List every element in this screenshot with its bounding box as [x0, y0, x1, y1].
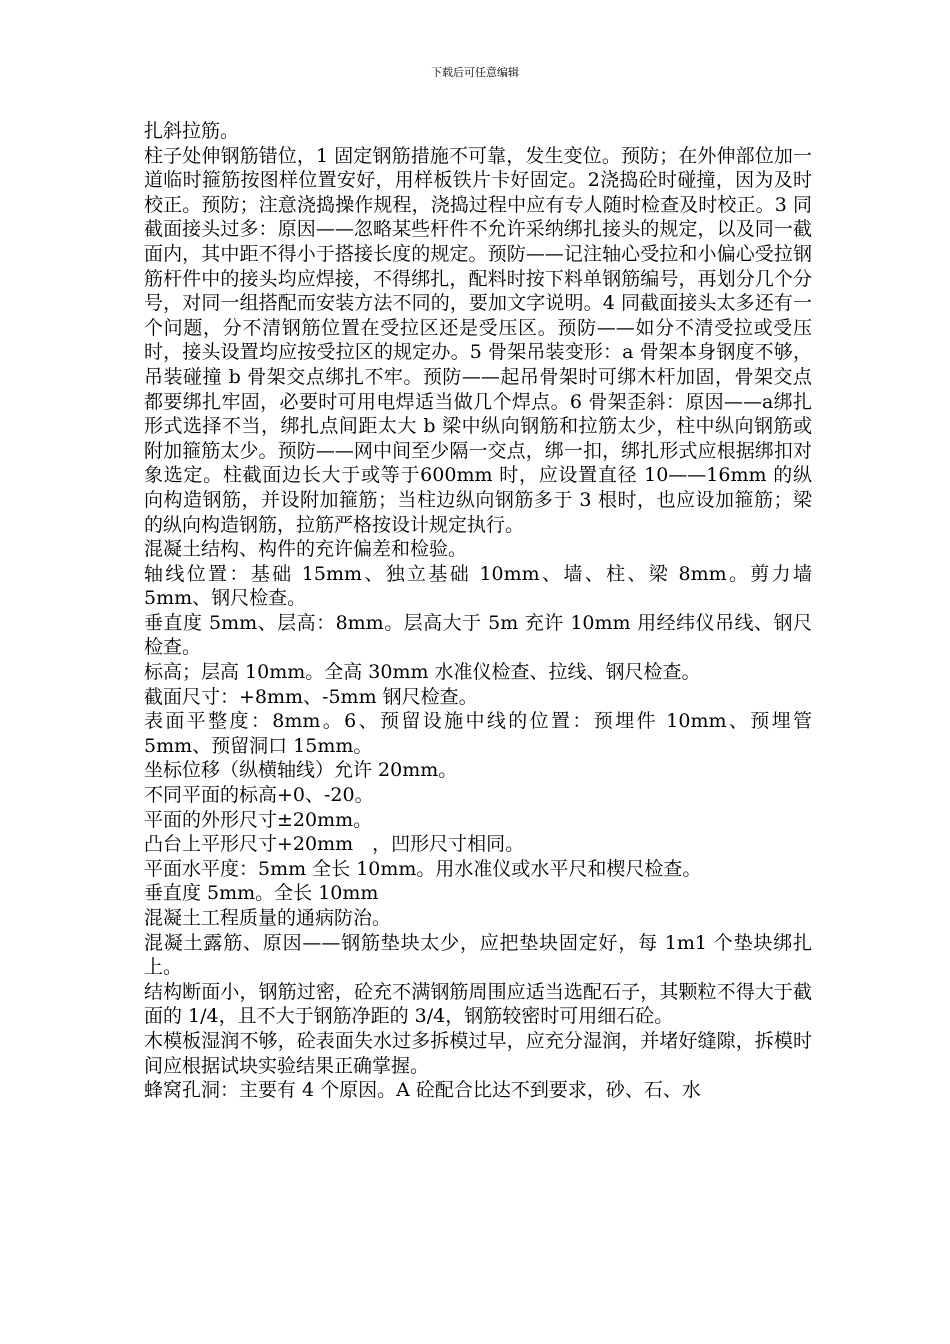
page-header: 下载后可任意编辑 — [431, 66, 519, 79]
paragraph: 标高；层高 10mm。全高 30mm 水准仪检查、拉线、钢尺检查。 — [144, 661, 701, 684]
paragraph: 柱子处伸钢筋错位，1 固定钢筋措施不可靠，发生变位。预防；在外伸部位加一道临时箍筋按图样位置安好，用样板铁片卡好固定。2浇捣砼时碰撞，因为及时校正。预防；注意浇捣操作规程，浇捣过程中应有专人随时检查及时校正。3 同截面接头过多：原因——忽略某些杆件不允许采纳绑扎接头的规定，以及同一截面内，其中距不得小于搭接长度的规定。预防——记注轴心受拉和小偏心受拉钢筋杆件中的接头均应焊接，不得绑扎，配料时按下料单钢筋编号，再划分几个分号，对同一组搭配而安装方法不同的，要加文字说明。4 同截面接头太多还有一个问题，分不清钢筋位置在受拉区还是受压区。预防——如分不清受拉或受压时，接头设置均应按受拉区的规定办。5 骨架吊装变形：a 骨架本身钢度不够，吊装碰撞 b 骨架交点绑扎不牢。预防——起吊骨架时可绑木杆加固，骨架交点都要绑扎牢固，必要时可用电焊适当做几个焊点。6 骨架歪斜：原因——a绑扎形式选择不当，绑扎点间距太大 b 梁中纵向钢筋和拉筋太少，柱中纵向钢筋或附加箍筋太少。预防——网中间至少隔一交点，绑一扣，绑扎形式应根据绑扣对象选定。柱截面边长大于或等于600mm 时，应设置直径 10——16mm 的纵向构造钢筋，并设附加箍筋；当柱边纵向钢筋多于 3 根时，也应设加箍筋；梁的纵向构造钢筋，拉筋严格按设计规定执行。 — [144, 144, 812, 536]
paragraph: 垂直度 5mm。全长 10mm — [144, 882, 379, 905]
paragraph: 混凝土结构、构件的充许偏差和检验。 — [144, 538, 468, 561]
paragraph: 扎斜拉筋。 — [144, 120, 240, 142]
paragraph: 表面平整度：8mm。6、预留设施中线的位置：预埋件 10mm、预埋管 5mm、预留洞口 15mm。 — [144, 710, 812, 757]
paragraph: 凸台上平形尺寸+20mm ，凹形尺寸相同。 — [144, 833, 525, 856]
paragraph: 混凝土工程质量的通病防治。 — [144, 907, 392, 929]
paragraph: 平面水平度：5mm 全长 10mm。用水准仪或水平尺和楔尺检查。 — [144, 857, 702, 880]
paragraph: 木模板湿润不够，砼表面失水过多拆模过早，应充分湿润，并堵好缝隙，拆模时间应根据试块实验结果正确掌握。 — [144, 1029, 812, 1077]
paragraph: 垂直度 5mm、层高：8mm。层高大于 5m 充许 10mm 用经纬仪吊线、钢尺检查。 — [144, 611, 812, 659]
paragraph: 平面的外形尺寸±20mm。 — [144, 808, 373, 831]
paragraph: 轴线位置：基础 15mm、独立基础 10mm、墙、柱、梁 8mm。剪力墙 5mm、钢尺检查。 — [144, 562, 812, 610]
document-body — [144, 119, 812, 1103]
paragraph: 混凝土露筋、原因——钢筋垫块太少，应把垫块固定好，每 1m1 个垫块绑扎上。 — [144, 931, 812, 979]
paragraph: 坐标位移（纵横轴线）允许 20mm。 — [144, 759, 458, 782]
paragraph: 不同平面的标高+0、-20。 — [144, 784, 374, 807]
paragraph: 结构断面小，钢筋过密，砼充不满钢筋周围应适当选配石子，其颗粒不得大于截面的 1/4，且不大于钢筋净距的 3/4，钢筋较密时可用细石砼。 — [144, 980, 812, 1028]
paragraph: 截面尺寸：+8mm、-5mm 钢尺检查。 — [144, 685, 478, 708]
paragraph: 蜂窝孔洞：主要有 4 个原因。A 砼配合比达不到要求，砂、石、水 — [144, 1079, 701, 1102]
